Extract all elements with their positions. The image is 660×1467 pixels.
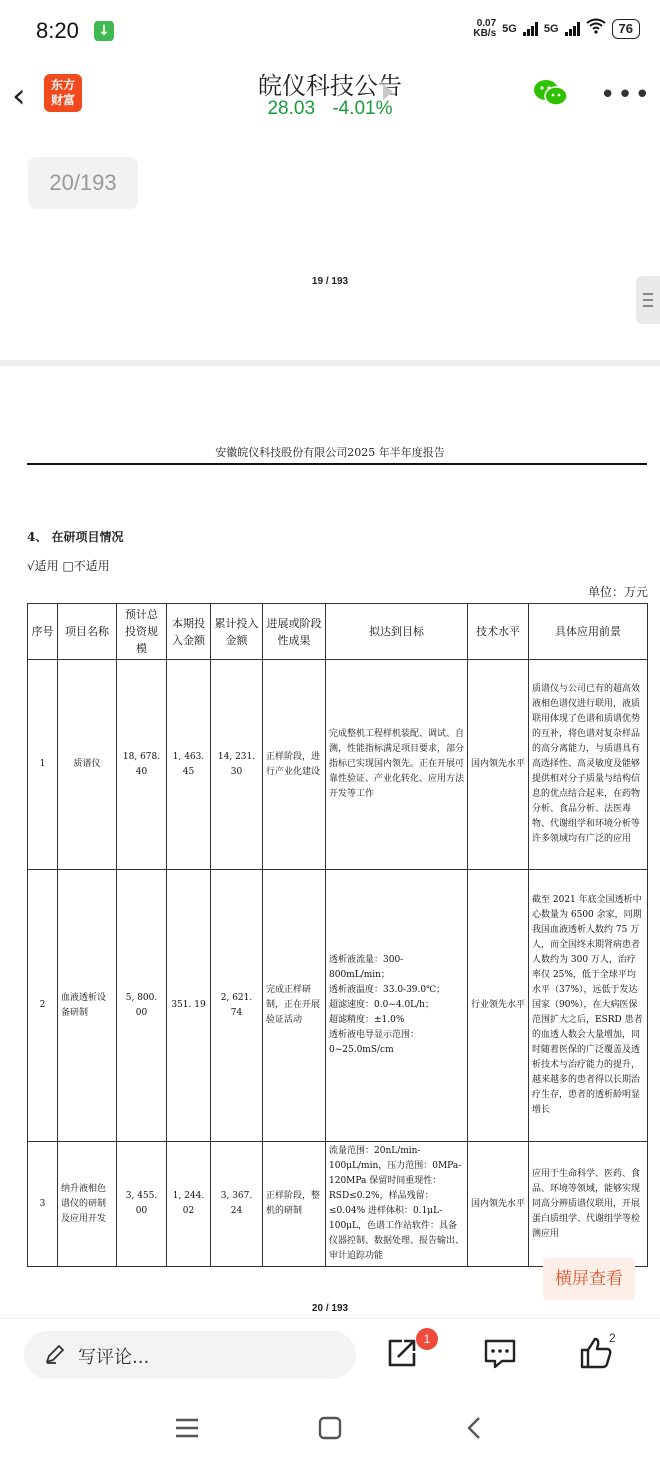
applicability-note: √适用 □不适用 [27,559,110,573]
header-rule [27,463,647,465]
unit-label: 单位：万元 [588,585,649,599]
back-button[interactable]: ‹ [12,76,26,116]
more-options-button[interactable]: ••• [600,80,653,110]
comments-icon[interactable] [480,1333,520,1373]
pencil-icon [44,1343,66,1365]
col-header: 进展或阶段性成果 [263,604,326,660]
stock-price: 28.03 [267,98,316,119]
cell-progress: 正样阶段，进行产业化建设 [263,660,326,870]
cell-target: 流量范围：20nL/min-100μL/min，压力范围：0MPa-120MPa 保留时间重现性：RSD≤0.2%，样品残留：≤0.04% 进样体积：0.1μL-100μL，色谱工作站软件：具备仪器控制、数据处理、报告输出、审计追踪功能 [326,1142,468,1267]
comment-input[interactable] [24,1331,356,1379]
cell-prospect: 应用于生命科学、医药、食品、环境等领域，能够实现同高分辨质谱仪联用，开展蛋白质组学、代谢组学等检测应用 [529,1142,648,1267]
play-arrow-icon[interactable] [383,84,393,100]
cell-level: 国内领先水平 [468,660,529,870]
landscape-view-button[interactable]: 横屏查看 [543,1258,635,1300]
cell-total: 18, 678. 40 [117,660,167,870]
cell-level: 国内领先水平 [468,1142,529,1267]
wifi-icon [586,18,606,39]
cell-progress: 正样阶段，整机的研制 [263,1142,326,1267]
system-nav-bar [0,1390,660,1467]
cell-no: 1 [28,660,58,870]
col-header: 累计投入金额 [211,604,263,660]
app-logo: 东方 财富 [44,74,82,112]
signal-bars-2-icon [565,22,580,36]
table-header-row [28,604,648,660]
like-count: 2 [609,1331,616,1345]
table-row [28,660,648,870]
col-header: 项目名称 [58,604,117,660]
table-row [28,870,648,1142]
cell-total: 5, 800. 00 [117,870,167,1142]
page-number-top: 19 / 193 [311,276,349,287]
page-divider [0,360,660,366]
cell-current: 1, 463. 45 [167,660,211,870]
cell-level: 行业领先水平 [468,870,529,1142]
cell-prospect: 质谱仪与公司已有的超高效液相色谱仪进行联用，液质联用体现了色谱和质谱优势的互补，将色谱对复杂样品的高分离能力，与质谱具有高选择性、高灵敏度及能够提供相对分子质量与结构信息的优点结合起来，在药物分析、食品分析、法医毒物、代谢组学和环境分析等许多领域均有广泛的应用 [529,660,648,870]
cell-no: 3 [28,1142,58,1267]
cell-name: 纳升液相色谱仪的研制及应用开发 [58,1142,117,1267]
col-header: 序号 [28,604,58,660]
back-nav-icon[interactable] [462,1415,488,1441]
wechat-share-icon[interactable] [532,78,568,108]
research-projects-table [27,603,648,1267]
home-icon[interactable] [317,1415,343,1441]
col-header: 拟达到目标 [326,604,468,660]
cell-total: 3, 455. 00 [117,1142,167,1267]
net-speed: 0.07 KB/s [473,17,497,39]
cell-cumulative: 2, 621. 74 [211,870,263,1142]
stock-change: -4.01% [332,98,393,119]
scroll-handle[interactable] [636,276,660,324]
cell-name: 血液透析设备研制 [58,870,117,1142]
col-header: 技术水平 [468,604,529,660]
status-bar [0,0,660,62]
document-running-header: 安徽皖仪科技股份有限公司2025 年半年度报告 [215,446,445,459]
page-title[interactable]: 皖仪科技公告 [258,72,402,100]
comment-placeholder: 写评论... [78,1347,150,1368]
table-row [28,1142,648,1267]
col-header: 具体应用前景 [529,604,648,660]
cell-progress: 完成正样研制，正在开展验证活动 [263,870,326,1142]
signal-label-2: 5G [543,22,559,35]
col-header: 预计总投资规模 [117,604,167,660]
section-title: 4、 在研项目情况 [27,530,124,544]
cell-current: 351. 19 [167,870,211,1142]
cell-prospect: 截至 2021 年底全国透析中心数量为 6500 余家，同期我国血液透析人数约 75 万人，而全国终末期肾病患者人数约为 300 万人，治疗率仅 25%，低于全球平均水平（37%），远低于发达国家（90%），在大病医保范围扩大之后，ESRD 患者的血透人数会大量增加，同时随着医保的广泛覆盖及透析技术与治疗能力的提升，越来越多的患者得以长期治疗生存，患者的透析龄明显增长 [529,870,648,1142]
cell-target: 透析液流量：300-800mL/min； 透析液温度：33.0-39.0℃； 超滤速度：0.0~4.0L/h； 超滤精度：±1.0% 透析液电导显示范围：0~25.0mS/cm [326,870,468,1142]
menu-icon[interactable] [174,1415,200,1441]
share-badge: 1 [416,1328,438,1350]
app-header [0,62,660,132]
cell-name: 质谱仪 [58,660,117,870]
col-header: 本期投入金额 [167,604,211,660]
download-icon: ↓ [94,21,114,41]
cell-target: 完成整机工程样机装配、调试、自测，性能指标满足项目要求，部分指标已实现国内领先。正在开展可靠性验证、产业化转化、应用方法开发等工作 [326,660,468,870]
cell-cumulative: 3, 367. 24 [211,1142,263,1267]
status-time: 8:20 [36,18,79,43]
bottom-action-bar [0,1318,660,1390]
cell-no: 2 [28,870,58,1142]
signal-bars-1-icon [523,22,538,36]
page-number-bottom: 20 / 193 [311,1303,349,1314]
page-indicator: 20/193 [28,157,138,209]
cell-current: 1, 244. 02 [167,1142,211,1267]
cell-cumulative: 14, 231. 30 [211,660,263,870]
signal-label-1: 5G [502,22,517,35]
battery-icon: 76 [612,19,640,39]
